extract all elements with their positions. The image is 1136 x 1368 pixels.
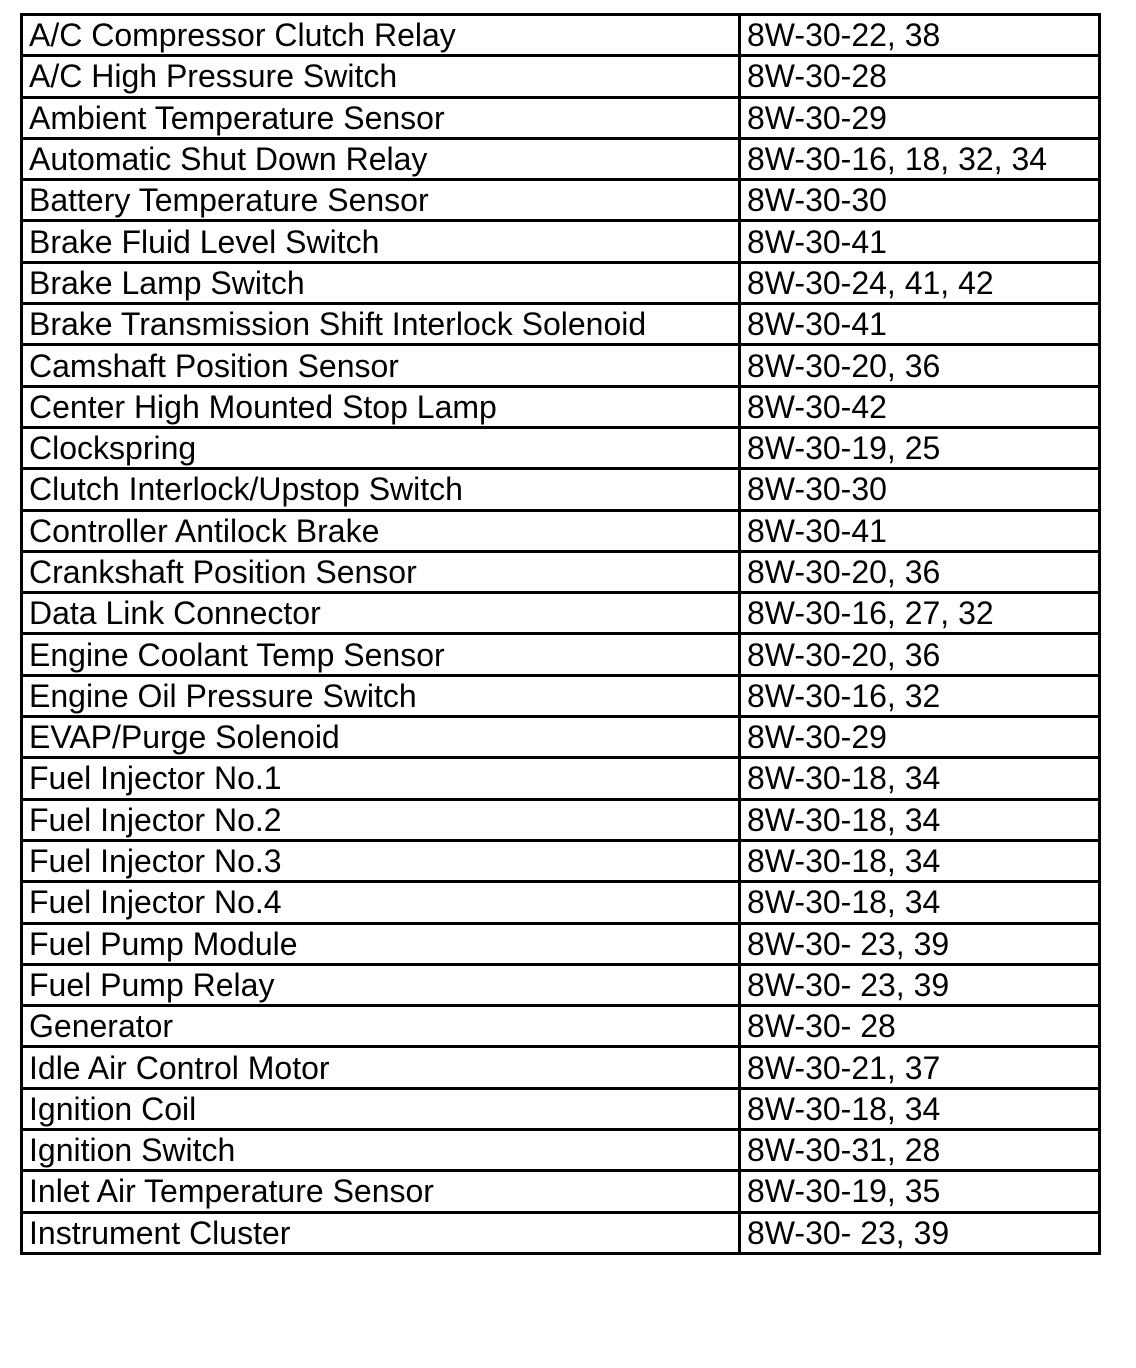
component-name-cell: Brake Lamp Switch	[22, 262, 740, 303]
page-reference-cell: 8W-30-41	[739, 304, 1099, 345]
page-reference-cell: 8W-30-18, 34	[739, 799, 1099, 840]
page-reference-cell: 8W-30- 28	[739, 1006, 1099, 1047]
table-row	[22, 1212, 1100, 1253]
page-reference-cell: 8W-30-16, 32	[739, 675, 1099, 716]
page-reference-cell: 8W-30-19, 35	[739, 1171, 1099, 1212]
component-name-cell: Brake Transmission Shift Interlock Solenoid	[22, 304, 740, 345]
component-name-cell: Fuel Injector No.3	[22, 840, 740, 881]
table-row	[22, 799, 1100, 840]
component-name-cell: Idle Air Control Motor	[22, 1047, 740, 1088]
table-row	[22, 964, 1100, 1005]
page-reference-cell: 8W-30-22, 38	[739, 15, 1099, 56]
table-row	[22, 717, 1100, 758]
page-reference-cell: 8W-30-30	[739, 469, 1099, 510]
page-reference-cell: 8W-30-41	[739, 221, 1099, 262]
page-reference-cell: 8W-30-20, 36	[739, 551, 1099, 592]
page-reference-cell: 8W-30-42	[739, 386, 1099, 427]
component-name-cell: Engine Oil Pressure Switch	[22, 675, 740, 716]
component-name-cell: EVAP/Purge Solenoid	[22, 717, 740, 758]
component-name-cell: Camshaft Position Sensor	[22, 345, 740, 386]
component-name-cell: Battery Temperature Sensor	[22, 180, 740, 221]
table-row	[22, 304, 1100, 345]
page-reference-cell: 8W-30- 23, 39	[739, 1212, 1099, 1253]
component-name-cell: Ignition Coil	[22, 1088, 740, 1129]
page-reference-cell: 8W-30-21, 37	[739, 1047, 1099, 1088]
component-name-cell: Crankshaft Position Sensor	[22, 551, 740, 592]
component-name-cell: Data Link Connector	[22, 593, 740, 634]
component-name-cell: Inlet Air Temperature Sensor	[22, 1171, 740, 1212]
page-reference-cell: 8W-30-18, 34	[739, 758, 1099, 799]
page-reference-cell: 8W-30-18, 34	[739, 882, 1099, 923]
table-row	[22, 1006, 1100, 1047]
table-row	[22, 593, 1100, 634]
component-name-cell: Fuel Injector No.4	[22, 882, 740, 923]
component-name-cell: Brake Fluid Level Switch	[22, 221, 740, 262]
table-row	[22, 923, 1100, 964]
table-row	[22, 1088, 1100, 1129]
table-row	[22, 345, 1100, 386]
table-row	[22, 138, 1100, 179]
page-reference-cell: 8W-30- 23, 39	[739, 964, 1099, 1005]
component-name-cell: Generator	[22, 1006, 740, 1047]
table-row	[22, 551, 1100, 592]
component-name-cell: A/C Compressor Clutch Relay	[22, 15, 740, 56]
table-row	[22, 840, 1100, 881]
table-row	[22, 758, 1100, 799]
component-name-cell: Fuel Injector No.1	[22, 758, 740, 799]
table-row	[22, 262, 1100, 303]
page-reference-cell: 8W-30-16, 18, 32, 34	[739, 138, 1099, 179]
component-name-cell: Ignition Switch	[22, 1130, 740, 1171]
component-name-cell: Controller Antilock Brake	[22, 510, 740, 551]
component-name-cell: Automatic Shut Down Relay	[22, 138, 740, 179]
table-row	[22, 221, 1100, 262]
component-name-cell: Clockspring	[22, 427, 740, 468]
table-row	[22, 510, 1100, 551]
page-reference-cell: 8W-30-18, 34	[739, 1088, 1099, 1129]
component-name-cell: Fuel Pump Module	[22, 923, 740, 964]
page-reference-cell: 8W-30-30	[739, 180, 1099, 221]
component-index-table	[20, 13, 1101, 1255]
table-row	[22, 882, 1100, 923]
page-reference-cell: 8W-30-20, 36	[739, 634, 1099, 675]
component-name-cell: Engine Coolant Temp Sensor	[22, 634, 740, 675]
page-reference-cell: 8W-30-29	[739, 717, 1099, 758]
component-name-cell: Ambient Temperature Sensor	[22, 97, 740, 138]
table-row	[22, 97, 1100, 138]
page-reference-cell: 8W-30-16, 27, 32	[739, 593, 1099, 634]
table-row	[22, 469, 1100, 510]
table-row	[22, 1047, 1100, 1088]
table-row	[22, 15, 1100, 56]
component-name-cell: Clutch Interlock/Upstop Switch	[22, 469, 740, 510]
page-reference-cell: 8W-30- 23, 39	[739, 923, 1099, 964]
table-row	[22, 386, 1100, 427]
component-name-cell: Center High Mounted Stop Lamp	[22, 386, 740, 427]
table-row	[22, 675, 1100, 716]
page-reference-cell: 8W-30-24, 41, 42	[739, 262, 1099, 303]
component-name-cell: Fuel Pump Relay	[22, 964, 740, 1005]
table-row	[22, 427, 1100, 468]
table-row	[22, 56, 1100, 97]
table-row	[22, 1171, 1100, 1212]
page-reference-cell: 8W-30-29	[739, 97, 1099, 138]
page-reference-cell: 8W-30-18, 34	[739, 840, 1099, 881]
page-reference-cell: 8W-30-41	[739, 510, 1099, 551]
table-row	[22, 1130, 1100, 1171]
page-reference-cell: 8W-30-19, 25	[739, 427, 1099, 468]
table-row	[22, 180, 1100, 221]
page-reference-cell: 8W-30-20, 36	[739, 345, 1099, 386]
page-reference-cell: 8W-30-28	[739, 56, 1099, 97]
table-row	[22, 634, 1100, 675]
component-name-cell: A/C High Pressure Switch	[22, 56, 740, 97]
page-reference-cell: 8W-30-31, 28	[739, 1130, 1099, 1171]
component-name-cell: Instrument Cluster	[22, 1212, 740, 1253]
component-name-cell: Fuel Injector No.2	[22, 799, 740, 840]
